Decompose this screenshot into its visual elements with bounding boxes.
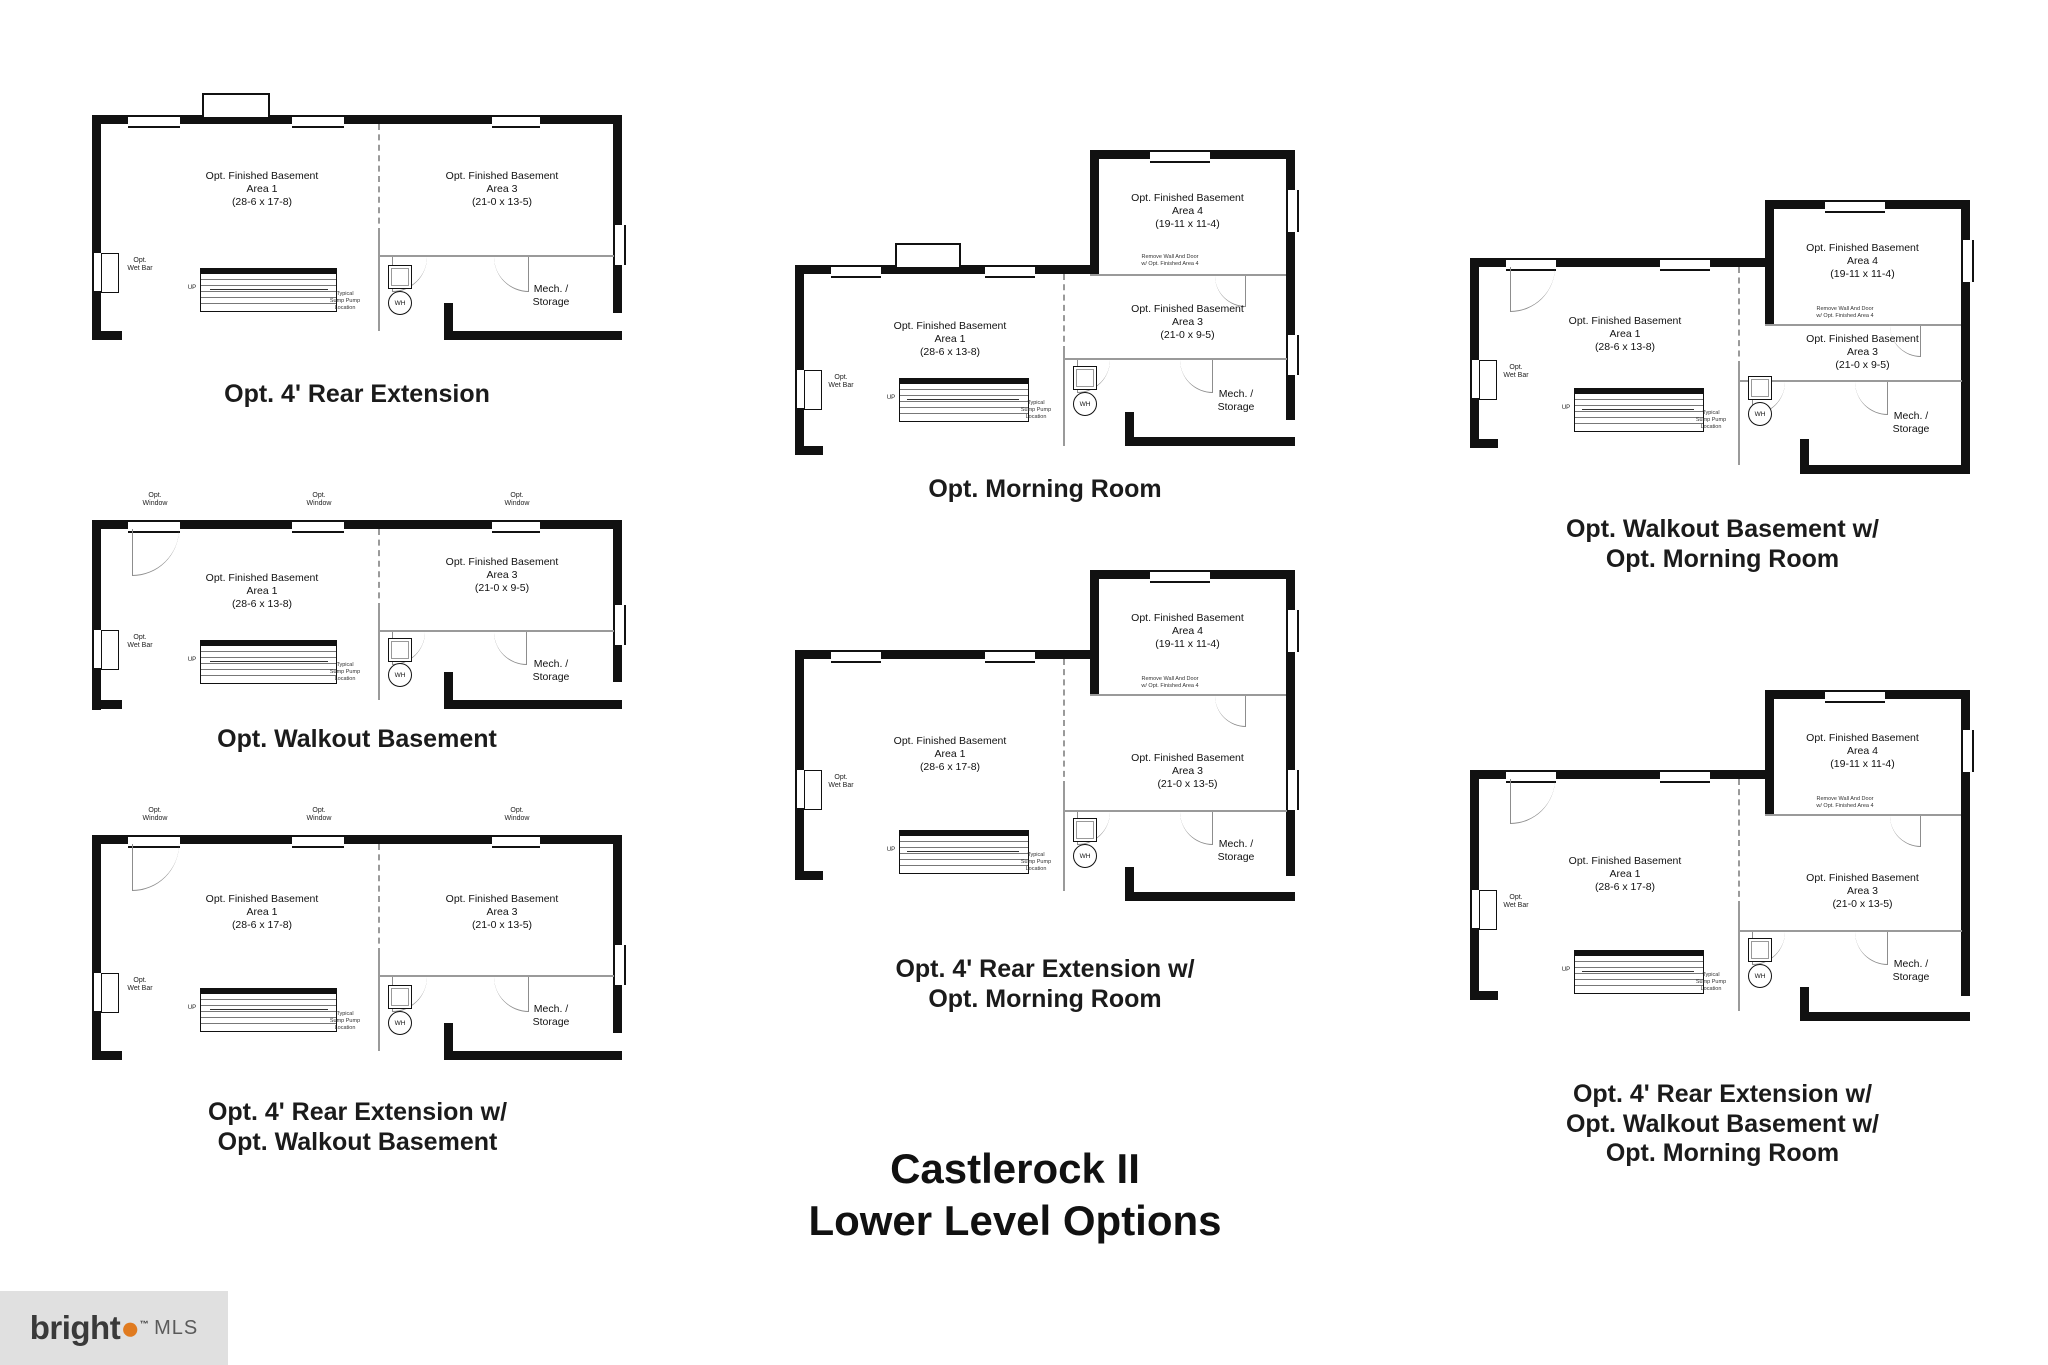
wall-bottom-left — [795, 871, 823, 880]
watermark-mls: MLS — [154, 1316, 199, 1339]
window-top-3 — [492, 520, 540, 533]
stairs-up-label: UP — [886, 847, 896, 853]
opt-window-label-3: Opt. Window — [504, 492, 530, 508]
furnace-icon — [388, 265, 412, 289]
room-label-area3: Opt. Finished Basement Area 3 (21-0 x 13-5) — [445, 893, 559, 932]
furnace-icon — [388, 638, 412, 662]
partition-center — [1063, 274, 1065, 352]
room-label-mech: Mech. / Storage — [532, 1003, 570, 1029]
window-top-2 — [292, 835, 344, 848]
wall-step-v — [1800, 987, 1809, 1017]
water-heater-icon: WH — [1748, 964, 1772, 988]
room-label-area4: Opt. Finished Basement Area 4 (19-11 x 11-4) — [1806, 732, 1919, 771]
wall-bottom-left — [1470, 991, 1498, 1000]
water-heater-icon: WH — [1073, 392, 1097, 416]
caption-walkout-basement: Opt. Walkout Basement — [217, 725, 497, 753]
door-arc-morning — [1890, 816, 1921, 847]
stair-wall-cap — [900, 379, 1028, 384]
room-label-area4: Opt. Finished Basement Area 4 (19-11 x 11-4) — [1131, 612, 1244, 651]
partition-center — [378, 124, 380, 234]
wet-bar-label: Opt. Wet Bar — [1503, 894, 1529, 910]
wall-bottom-left — [795, 446, 823, 455]
wall-left — [1470, 770, 1479, 1000]
wet-bar-label: Opt. Wet Bar — [127, 257, 153, 273]
partition-mech-right — [444, 630, 614, 632]
wall-step-v — [444, 672, 453, 704]
plan-morning-room — [795, 150, 1295, 460]
remove-wall-note: Remove Wall And Door w/ Opt. Finished Area 4 — [1141, 254, 1199, 267]
room-label-area3: Opt. Finished Basement Area 3 (21-0 x 13-5) — [1806, 872, 1919, 911]
water-heater-icon: WH — [1073, 844, 1097, 868]
furnace-icon — [1073, 818, 1097, 842]
wall-left — [795, 265, 804, 455]
wall-left — [1470, 258, 1479, 448]
caption-rear-extension-walkout-morning-room: Opt. 4' Rear Extension w/ Opt. Walkout Basement w/ Opt. Morning Room — [1565, 1080, 1879, 1167]
wall-bottom-right — [1125, 892, 1295, 901]
caption-rear-extension: Opt. 4' Rear Extension — [224, 380, 490, 408]
stair-wall-cap — [201, 641, 336, 646]
window-top-1 — [831, 650, 881, 663]
room-label-mech: Mech. / Storage — [532, 283, 570, 309]
window-morning-top — [1825, 690, 1885, 703]
water-heater-icon: WH — [388, 291, 412, 315]
sump-pump-note: Typical Sump Pump Location — [1020, 852, 1052, 872]
room-label-area4: Opt. Finished Basement Area 4 (19-11 x 11-4) — [1131, 192, 1244, 231]
room-label-area1: Opt. Finished Basement Area 1 (28-6 x 13-8) — [205, 572, 319, 611]
water-heater-icon: WH — [388, 663, 412, 687]
plan-rear-extension-walkout — [92, 807, 622, 1075]
caption-walkout-morning-room: Opt. Walkout Basement w/ Opt. Morning Room — [1565, 515, 1879, 573]
wall-right — [613, 835, 622, 1033]
stairs-up-label: UP — [187, 285, 197, 291]
remove-wall-note: Remove Wall And Door w/ Opt. Finished Area 4 — [1816, 306, 1874, 319]
window-top-2 — [1660, 258, 1710, 271]
furnace-icon — [1073, 366, 1097, 390]
stair-wall-cap — [1575, 389, 1703, 394]
partition-center-solid — [378, 234, 380, 331]
partition-center — [1063, 659, 1065, 787]
wet-bar-label: Opt. Wet Bar — [828, 374, 854, 390]
partition-center — [1738, 779, 1740, 907]
caption-rear-extension-walkout: Opt. 4' Rear Extension w/ Opt. Walkout Basement — [207, 1098, 508, 1156]
window-morning-top — [1150, 570, 1210, 583]
partition-center — [378, 529, 380, 609]
sump-pump-note: Typical Sump Pump Location — [329, 1011, 361, 1031]
partition-remove-wall — [1090, 274, 1286, 276]
window-top-3 — [492, 835, 540, 848]
window-morning-top — [1825, 200, 1885, 213]
plan-rear-extension-morning-room — [795, 570, 1295, 915]
water-heater-icon: WH — [388, 1011, 412, 1035]
window-top-3 — [492, 115, 540, 128]
window-top-2 — [292, 115, 344, 128]
wall-bottom-right — [1125, 437, 1295, 446]
wall-bottom-left — [1470, 439, 1498, 448]
bump-out — [895, 243, 961, 267]
sump-pump-note: Typical Sump Pump Location — [1695, 410, 1727, 430]
wall-left — [795, 650, 804, 880]
page-title-line2: Lower Level Options — [808, 1196, 1222, 1244]
partition-center — [1738, 267, 1740, 367]
plan-rear-extension-walkout-morning-room — [1470, 690, 1970, 1035]
stairs-up-label: UP — [886, 395, 896, 401]
room-label-area4: Opt. Finished Basement Area 4 (19-11 x 11-4) — [1806, 242, 1919, 281]
opt-window-label-1: Opt. Window — [142, 807, 168, 823]
partition-remove-wall — [1090, 694, 1286, 696]
room-label-mech: Mech. / Storage — [1892, 410, 1930, 436]
sump-pump-note: Typical Sump Pump Location — [329, 291, 361, 311]
window-right-1 — [613, 945, 626, 985]
stairs-up-label: UP — [1561, 967, 1571, 973]
stairs-up-label: UP — [187, 657, 197, 663]
wall-left — [92, 520, 101, 710]
stair-direction-arrow — [210, 1009, 328, 1010]
stair-wall-cap — [1575, 951, 1703, 956]
bump-out — [202, 93, 270, 117]
wet-bar-label: Opt. Wet Bar — [127, 634, 153, 650]
window-top-2 — [985, 650, 1035, 663]
door-arc-exterior — [1510, 779, 1555, 824]
wet-bar-label: Opt. Wet Bar — [828, 774, 854, 790]
stairs-up-label: UP — [187, 1005, 197, 1011]
stairs-up-label: UP — [1561, 405, 1571, 411]
wall-bottom-right — [1800, 465, 1970, 474]
sump-pump-note: Typical Sump Pump Location — [1695, 972, 1727, 992]
opt-window-label-2: Opt. Window — [306, 492, 332, 508]
partition-center-solid — [378, 954, 380, 1051]
wall-right — [613, 520, 622, 682]
plan-rear-extension — [92, 105, 622, 355]
room-label-mech: Mech. / Storage — [1217, 388, 1255, 414]
window-right-1 — [613, 225, 626, 265]
window-top-2 — [985, 265, 1035, 278]
partition-center-solid — [378, 609, 380, 700]
room-label-area1: Opt. Finished Basement Area 1 (28-6 x 13-8) — [893, 320, 1007, 359]
wet-bar-label: Opt. Wet Bar — [1503, 364, 1529, 380]
plan-walkout-morning-room — [1470, 200, 1970, 510]
partition-center-solid — [1063, 787, 1065, 891]
furnace-icon — [1748, 376, 1772, 400]
wall-step-v — [444, 1023, 453, 1055]
watermark-brand: bright●™ — [29, 1309, 149, 1346]
wall-bottom-right — [444, 1051, 622, 1060]
room-label-area3: Opt. Finished Basement Area 3 (21-0 x 13-5) — [1131, 752, 1244, 791]
partition-mech-right — [444, 975, 614, 977]
partition-center-solid — [1063, 352, 1065, 446]
room-label-area3: Opt. Finished Basement Area 3 (21-0 x 9-5) — [445, 556, 559, 595]
room-label-mech: Mech. / Storage — [532, 658, 570, 684]
remove-wall-note: Remove Wall And Door w/ Opt. Finished Area 4 — [1141, 676, 1199, 689]
stair-direction-arrow — [210, 289, 328, 290]
window-right-1 — [613, 605, 626, 645]
sump-pump-note: Typical Sump Pump Location — [1020, 400, 1052, 420]
partition-remove-wall — [1765, 324, 1961, 326]
caption-morning-room: Opt. Morning Room — [928, 475, 1162, 503]
wall-bottom-right — [1800, 1012, 1970, 1021]
wall-right — [613, 115, 622, 313]
sump-pump-note: Typical Sump Pump Location — [329, 662, 361, 682]
wall-left — [92, 835, 101, 1060]
partition-remove-wall — [1765, 814, 1961, 816]
room-label-area1: Opt. Finished Basement Area 1 (28-6 x 17-8) — [205, 170, 319, 209]
wall-step-v — [1800, 439, 1809, 469]
caption-rear-extension-morning-room: Opt. 4' Rear Extension w/ Opt. Morning Room — [895, 955, 1195, 1013]
window-top-2 — [1660, 770, 1710, 783]
furnace-icon — [1748, 938, 1772, 962]
door-arc-morning — [1215, 696, 1246, 727]
door-arc-exterior — [132, 844, 179, 891]
opt-window-label-1: Opt. Window — [142, 492, 168, 508]
wall-bottom-left — [92, 700, 122, 709]
page-title — [690, 1145, 1340, 1245]
room-label-mech: Mech. / Storage — [1892, 958, 1930, 984]
stair-wall-cap — [201, 269, 336, 274]
room-label-area3: Opt. Finished Basement Area 3 (21-0 x 13-5) — [445, 170, 559, 209]
wall-bottom-right — [444, 700, 622, 709]
wall-step-v — [444, 303, 453, 335]
wall-step-v — [1125, 867, 1134, 897]
room-label-area1: Opt. Finished Basement Area 1 (28-6 x 17-8) — [205, 893, 319, 932]
opt-window-label-2: Opt. Window — [306, 807, 332, 823]
wall-left — [92, 115, 101, 340]
wall-bottom-left — [92, 331, 122, 340]
partition-mech-right — [444, 255, 614, 257]
opt-window-label-3: Opt. Window — [504, 807, 530, 823]
plan-walkout-basement — [92, 492, 622, 710]
room-label-area3: Opt. Finished Basement Area 3 (21-0 x 9-5) — [1131, 303, 1244, 342]
window-top-2 — [292, 520, 344, 533]
room-label-mech: Mech. / Storage — [1217, 838, 1255, 864]
window-top-1 — [831, 265, 881, 278]
page-title-line1: Castlerock II — [890, 1145, 1140, 1192]
watermark-bright-mls — [0, 1291, 228, 1365]
partition-center-solid — [1738, 907, 1740, 1011]
room-label-area3: Opt. Finished Basement Area 3 (21-0 x 9-5) — [1806, 333, 1919, 372]
wet-bar-label: Opt. Wet Bar — [127, 977, 153, 993]
room-label-area1: Opt. Finished Basement Area 1 (28-6 x 17-8) — [1568, 855, 1682, 894]
water-heater-icon: WH — [1748, 402, 1772, 426]
wall-step-v — [1125, 412, 1134, 442]
partition-center — [378, 844, 380, 954]
stair-wall-cap — [900, 831, 1028, 836]
remove-wall-note: Remove Wall And Door w/ Opt. Finished Area 4 — [1816, 796, 1874, 809]
window-top-1 — [128, 115, 180, 128]
furnace-icon — [388, 985, 412, 1009]
wall-bottom-left — [92, 1051, 122, 1060]
wall-bottom-right — [444, 331, 622, 340]
room-label-area1: Opt. Finished Basement Area 1 (28-6 x 13-8) — [1568, 315, 1682, 354]
door-arc-exterior — [1510, 267, 1555, 312]
room-label-area1: Opt. Finished Basement Area 1 (28-6 x 17-8) — [893, 735, 1007, 774]
stair-wall-cap — [201, 989, 336, 994]
window-morning-top — [1150, 150, 1210, 163]
door-arc-exterior — [132, 529, 179, 576]
